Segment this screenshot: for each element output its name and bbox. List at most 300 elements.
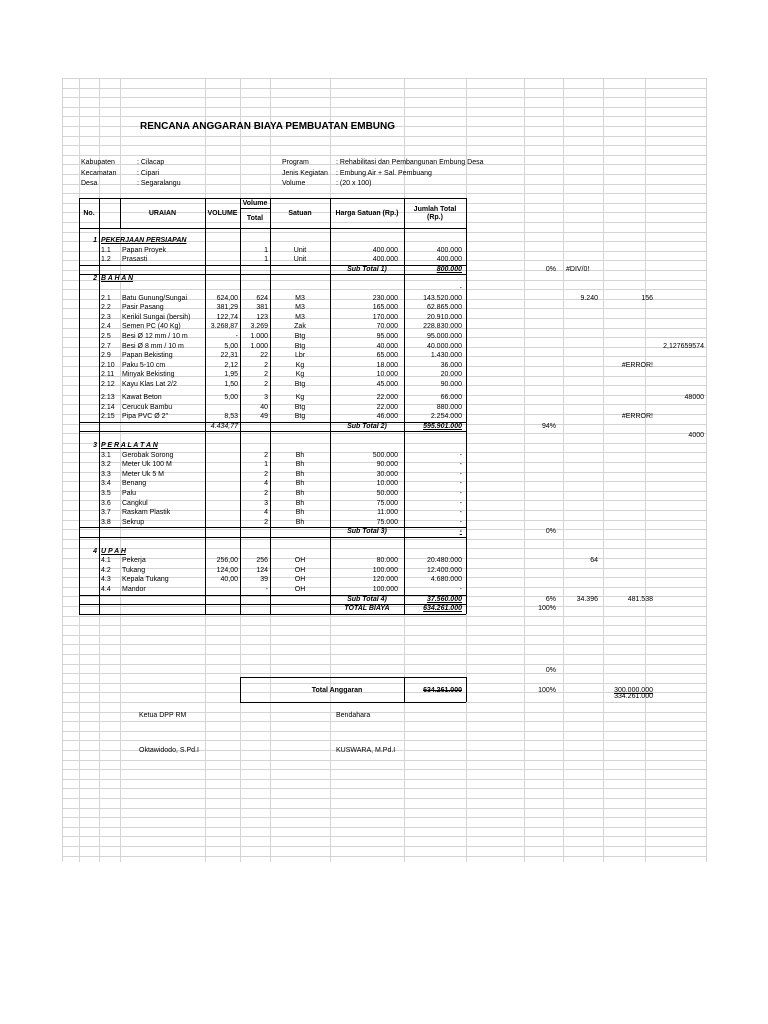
grid-row-line (62, 798, 706, 799)
table-column-border (205, 240, 206, 614)
header-jumlah-unit: (Rp.) (427, 214, 443, 221)
section-number: 2 (93, 275, 97, 282)
signature-left-name: Oktawidodo, S.Pd.I (139, 747, 199, 754)
grid-column-line (603, 78, 604, 862)
grid-row-line (62, 107, 706, 108)
table-column-border (79, 198, 80, 614)
side-percent: 100% (538, 605, 556, 612)
grid-row-line (62, 654, 706, 655)
header-volume: VOLUME (207, 210, 238, 217)
item-volume: 3.268,87 (210, 323, 238, 330)
item-number: 4.4 (101, 586, 111, 593)
item-total: 39 (260, 576, 268, 583)
item-jumlah: 20.480.000 (426, 557, 462, 564)
item-volume: 5,00 (224, 343, 238, 350)
volume-sum: 4.434,77 (210, 423, 238, 430)
grid-row-line (62, 846, 706, 847)
item-number: 3.1 (101, 452, 111, 459)
subtotal-label: Sub Total 3) (347, 528, 387, 535)
item-volume: 124,00 (216, 567, 238, 574)
item-satuan: OH (294, 576, 306, 583)
item-total: 381 (256, 304, 268, 311)
grid-row-line (62, 145, 706, 146)
item-jumlah: - (459, 519, 462, 526)
item-satuan: Lbr (294, 352, 306, 359)
item-number: 2.7 (101, 343, 111, 350)
item-name: Kayu Klas Lat 2/2 (122, 381, 177, 388)
item-name: Pipa PVC Ø 2" (122, 413, 169, 420)
signature-right-title: Bendahara (336, 712, 371, 719)
page-title: RENCANA ANGGARAN BIAYA PEMBUATAN EMBUNG (140, 121, 396, 132)
grid-row-line (62, 836, 706, 837)
grid-row-line (62, 740, 706, 741)
grid-row-line (62, 222, 706, 223)
section-number: 4 (93, 548, 97, 555)
item-name: Gerobak Sorong (122, 452, 174, 459)
table-column-border (466, 198, 467, 614)
item-name: Cerucuk Bambu (122, 404, 173, 411)
side-value: 48000 (684, 394, 704, 401)
item-total: 2 (264, 452, 268, 459)
subtotal-label: Sub Total 1) (347, 266, 387, 273)
subtotal-label: Sub Total 4) (347, 596, 387, 603)
info-label: Program (282, 159, 309, 166)
item-volume: 1,50 (224, 381, 238, 388)
item-name: Cangkul (122, 500, 148, 507)
item-jumlah: 12.400.000 (426, 567, 462, 574)
item-total: 3 (264, 500, 268, 507)
item-harga: 46.000 (376, 413, 398, 420)
item-number: 4.2 (101, 567, 111, 574)
table-column-border (404, 198, 405, 614)
grid-row-line (62, 769, 706, 770)
item-jumlah: 20.910.000 (426, 314, 462, 321)
item-number: 2.14 (101, 404, 115, 411)
item-name: Tukang (122, 567, 146, 574)
item-name: Meter Uk 100 M (122, 461, 172, 468)
section-title: P E R A L A T A N (101, 442, 158, 449)
grid-row-line (62, 88, 706, 89)
anggaran-box-top (240, 677, 466, 678)
grid-row-line (62, 664, 706, 665)
item-harga: 22.000 (376, 404, 398, 411)
grid-row-line (62, 788, 706, 789)
item-jumlah: - (459, 500, 462, 507)
item-number: 2.1 (101, 295, 111, 302)
grid-row-line (62, 721, 706, 722)
item-name: Benang (122, 480, 147, 487)
item-total: 4 (264, 480, 268, 487)
grid-row-line (62, 443, 706, 444)
item-total: 624 (256, 295, 268, 302)
header-top-border (79, 198, 466, 199)
side-percent: 6% (545, 596, 556, 603)
subtotal-bottom-border (79, 537, 466, 538)
item-total: 2 (264, 490, 268, 497)
item-satuan: Kg (295, 362, 305, 369)
item-number: 1.2 (101, 256, 111, 263)
item-total: 22 (260, 352, 268, 359)
grid-row-line (62, 856, 706, 857)
total-biaya-label: TOTAL BIAYA (344, 605, 390, 612)
item-harga: 400.000 (372, 256, 398, 263)
section-title: U P A H (101, 548, 126, 555)
item-number: 2.11 (101, 371, 115, 378)
item-volume: 40,00 (220, 576, 238, 583)
item-satuan: Btg (294, 343, 306, 350)
item-satuan: Kg (295, 371, 305, 378)
item-name: Sekrup (122, 519, 145, 526)
total-anggaran-percent: 100% (538, 687, 556, 694)
item-harga: 18.000 (376, 362, 398, 369)
item-total: 1 (264, 461, 268, 468)
item-satuan: Unit (293, 247, 307, 254)
item-harga: 120.000 (372, 576, 398, 583)
item-name: Kerikil Sungai (bersih) (122, 314, 191, 321)
item-satuan: Btg (294, 404, 306, 411)
grid-row-line (62, 817, 706, 818)
section-title: B A H A N (101, 275, 134, 282)
item-satuan: Btg (294, 333, 306, 340)
item-name: Prasasti (122, 256, 148, 263)
item-total: 256 (256, 557, 268, 564)
subtotal-value: 595.901.000 (423, 423, 462, 430)
item-harga: 80.000 (376, 557, 398, 564)
section-number: 3 (93, 442, 97, 449)
item-satuan: Bh (295, 500, 305, 507)
item-harga: 500.000 (372, 452, 398, 459)
item-harga: 45.000 (376, 381, 398, 388)
side-value: 9.240 (580, 295, 598, 302)
signature-right-name: KUSWARA, M.Pd.I (336, 747, 396, 754)
item-jumlah: 400.000 (436, 256, 462, 263)
item-total: 1.000 (250, 343, 268, 350)
item-total: 49 (260, 413, 268, 420)
item-name: Pekerja (122, 557, 146, 564)
item-harga: 165.000 (372, 304, 398, 311)
item-total: 2 (264, 371, 268, 378)
side-value: 64 (590, 557, 598, 564)
item-number: 3.3 (101, 471, 111, 478)
table-column-border (99, 198, 100, 614)
item-total: 2 (264, 519, 268, 526)
item-jumlah: 62.865.000 (426, 304, 462, 311)
item-name: Palu (122, 490, 137, 497)
item-number: 3.7 (101, 509, 111, 516)
info-label: Kecamatan (81, 169, 117, 177)
item-number: 4.1 (101, 557, 111, 564)
item-name: Batu Gunung/Sungai (122, 295, 187, 302)
item-jumlah: - (459, 461, 462, 468)
item-satuan: Bh (295, 519, 305, 526)
grid-row-line (62, 280, 706, 281)
item-jumlah: 2.254.000 (430, 413, 462, 420)
grid-row-line (62, 808, 706, 809)
signature-left-title: Ketua DPP RM (139, 712, 187, 719)
item-harga: 170.000 (372, 314, 398, 321)
subtotal-bottom-border (79, 614, 466, 615)
item-volume: 624,00 (216, 295, 238, 302)
item-total: 1 (264, 247, 268, 254)
item-jumlah: - (459, 509, 462, 516)
grid-row-line (62, 116, 706, 117)
item-satuan: Bh (295, 452, 305, 459)
item-satuan: OH (294, 557, 306, 564)
item-satuan: Btg (294, 413, 306, 420)
item-jumlah: - (459, 471, 462, 478)
info-value: : Rehabilitasi dan Pembangunan Embung Desa (336, 159, 484, 166)
item-volume: 2,12 (224, 362, 238, 369)
item-number: 3.8 (101, 519, 111, 526)
subtotal-value: - (459, 528, 462, 535)
item-harga: 100.000 (372, 586, 398, 593)
grid-row-line (62, 548, 706, 549)
item-name: Kepala Tukang (122, 576, 169, 583)
anggaran-box-right (466, 677, 467, 702)
item-jumlah: 4.680.000 (430, 576, 462, 583)
header-satuan: Satuan (288, 210, 312, 217)
info-value: : (20 x 100) (336, 180, 372, 187)
item-name: Minyak Bekisting (122, 371, 175, 378)
item-total: 123 (256, 314, 268, 321)
item-volume: 22,31 (220, 352, 238, 359)
grid-column-line (706, 78, 707, 862)
item-satuan: Bh (295, 471, 305, 478)
grid-row-line (62, 673, 706, 674)
header-column-border (120, 198, 121, 228)
item-number: 1.1 (101, 247, 111, 254)
item-number: 3.2 (101, 461, 111, 468)
item-jumlah: 20.000 (440, 371, 462, 378)
grid-row-line (62, 155, 706, 156)
item-satuan: Unit (293, 256, 307, 263)
item-jumlah: 95.000.000 (426, 333, 462, 340)
item-jumlah: - (459, 452, 462, 459)
item-jumlah: 880.000 (436, 404, 462, 411)
side-value: #DIV/0! (566, 266, 590, 273)
side-percent: 94% (541, 423, 556, 430)
item-name: Pasir Pasang (122, 304, 164, 311)
item-satuan: M3 (295, 304, 305, 311)
item-total: 3 (264, 394, 268, 401)
grid-row-line (62, 616, 706, 617)
item-total: 1 (264, 256, 268, 263)
grid-column-line (524, 78, 525, 862)
grid-column-line (645, 78, 646, 862)
grid-row-line (62, 78, 706, 79)
item-jumlah: 1.430.000 (430, 352, 462, 359)
grid-row-line (62, 136, 706, 137)
grid-row-line (62, 683, 706, 684)
item-harga: 100.000 (372, 567, 398, 574)
grid-row-line (62, 433, 706, 434)
grid-row-line (62, 232, 706, 233)
anggaran-part-1: 300.000.000 (614, 687, 653, 694)
item-jumlah: 36.000 (440, 362, 462, 369)
item-harga: 230.000 (372, 295, 398, 302)
side-percent: 0% (545, 528, 556, 535)
item-total: 1.000 (250, 333, 268, 340)
item-satuan: OH (294, 567, 306, 574)
side-value: 156 (641, 295, 653, 302)
side-value: #ERROR! (621, 362, 653, 369)
info-value: : Cilacap (137, 159, 165, 166)
item-harga: 70.000 (376, 323, 398, 330)
item-jumlah: 66.000 (440, 394, 462, 401)
item-total: 2 (264, 362, 268, 369)
total-biaya-value: 634.261.000 (423, 605, 462, 612)
item-number: 3.5 (101, 490, 111, 497)
grid-row-line (62, 644, 706, 645)
item-satuan: OH (294, 586, 306, 593)
item-number: 2.10 (101, 362, 115, 369)
grid-row-line (62, 827, 706, 828)
item-name: Papan Proyek (122, 247, 166, 254)
item-name: Semen PC (40 Kg) (122, 323, 181, 330)
subtotal-value: 800.000 (436, 266, 462, 273)
item-number: 4.3 (101, 576, 111, 583)
item-volume: 5,00 (224, 394, 238, 401)
anggaran-box-left (240, 677, 241, 702)
header-jumlah: Jumlah Total (413, 206, 457, 213)
item-total: 2 (264, 381, 268, 388)
section-title: PEKERJAAN PERSIAPAN (101, 237, 187, 244)
grid-row-line (62, 539, 706, 540)
item-name: Raskam Plastik (122, 509, 171, 516)
side-percent: 0% (545, 667, 556, 674)
subtotal-bottom-border (79, 431, 466, 432)
item-jumlah: - (459, 480, 462, 487)
grid-row-line (62, 625, 706, 626)
item-number: 2.12 (101, 381, 115, 388)
grid-row-line (62, 289, 706, 290)
header-bottom-border (79, 228, 466, 229)
side-value: 481.538 (627, 596, 653, 603)
section-number: 1 (93, 237, 97, 244)
item-name: Besi Ø 12 mm / 10 m (122, 333, 188, 340)
item-name: Meter Uk 5 M (122, 471, 165, 478)
item-name: Mandor (122, 586, 146, 593)
total-anggaran-value: 634.261.000 (423, 687, 462, 694)
item-number: 2.4 (101, 323, 111, 330)
grid-column-line (62, 78, 63, 862)
subtotal-bottom-border (79, 274, 466, 275)
item-jumlah: 143.520.000 (423, 295, 462, 302)
grid-row-line (62, 193, 706, 194)
item-total: 2 (264, 471, 268, 478)
grid-row-line (62, 97, 706, 98)
item-total: 4 (264, 509, 268, 516)
item-harga: 75.000 (376, 519, 398, 526)
item-volume: 8,53 (224, 413, 238, 420)
subtotal-label: Sub Total 2) (347, 423, 387, 430)
item-name: Papan Bekisting (122, 352, 173, 359)
item-jumlah: - (459, 285, 462, 292)
item-satuan: Bh (295, 509, 305, 516)
info-label: Volume (282, 180, 306, 187)
item-satuan: Bh (295, 461, 305, 468)
item-harga: 30.000 (376, 471, 398, 478)
side-value: 2,127659574 (663, 343, 704, 350)
item-volume: 381,29 (216, 304, 238, 311)
item-harga: 11.000 (377, 509, 398, 516)
item-number: 2.13 (101, 394, 115, 401)
item-satuan: Bh (295, 490, 305, 497)
item-name: Besi Ø 8 mm / 10 m (122, 343, 184, 350)
item-satuan: Bh (295, 480, 305, 487)
item-number: 2.3 (101, 314, 111, 321)
item-harga: 90.000 (376, 461, 398, 468)
item-number: 3.6 (101, 500, 111, 507)
info-label: Kabupaten (81, 159, 115, 166)
volume-group-divider (240, 208, 270, 209)
item-total: 124 (256, 567, 268, 574)
item-volume: 256,00 (216, 557, 238, 564)
item-jumlah: 40.000.000 (426, 343, 462, 350)
item-total: 3.269 (250, 323, 268, 330)
header-uraian: URAIAN (148, 210, 177, 217)
info-label: Desa (81, 180, 98, 187)
item-harga: 50.000 (376, 490, 398, 497)
item-number: 2.5 (101, 333, 111, 340)
grid-row-line (62, 731, 706, 732)
grid-row-line (62, 203, 706, 204)
item-total: - (265, 586, 268, 593)
side-percent: 0% (545, 266, 556, 273)
item-number: 2.2 (101, 304, 111, 311)
header-no: No. (83, 210, 95, 217)
side-value: 4000 (688, 432, 704, 439)
table-column-border (330, 198, 331, 614)
side-value: 34.396 (576, 596, 598, 603)
info-label: Jenis Kegiatan (282, 169, 328, 177)
item-number: 2.9 (101, 352, 111, 359)
item-satuan: Kg (295, 394, 305, 401)
item-harga: 10.000 (376, 371, 398, 378)
item-name: Paku 5-10 cm (122, 362, 166, 369)
grid-column-line (120, 78, 121, 862)
item-total: 40 (260, 404, 268, 411)
item-jumlah: - (459, 490, 462, 497)
item-name: Kawat Beton (122, 394, 162, 401)
table-column-border (240, 198, 241, 614)
item-harga: 65.000 (376, 352, 398, 359)
item-number: 3.4 (101, 480, 111, 487)
item-harga: 75.000 (376, 500, 398, 507)
subtotal-value: 37.560.000 (426, 596, 462, 603)
item-jumlah: 90.000 (440, 381, 462, 388)
anggaran-box-bottom (240, 702, 466, 703)
header-volume-group: Volume (242, 200, 268, 207)
item-harga: 22.000 (376, 394, 398, 401)
item-jumlah: 400.000 (436, 247, 462, 254)
item-harga: 40.000 (376, 343, 398, 350)
table-column-border (270, 198, 271, 614)
info-value: : Cipari (137, 169, 160, 177)
item-satuan: M3 (295, 314, 305, 321)
header-total: Total (246, 215, 264, 222)
total-anggaran-label: Total Anggaran (311, 687, 363, 694)
info-value: : Embung Air + Sal. Pembuang (336, 169, 432, 177)
grid-row-line (62, 760, 706, 761)
side-value: #ERROR! (621, 413, 653, 420)
grid-column-line (563, 78, 564, 862)
item-harga: 10.000 (376, 480, 398, 487)
item-jumlah: - (459, 586, 462, 593)
item-satuan: Zak (294, 323, 306, 330)
item-number: 2.15 (101, 413, 115, 420)
item-harga: 95.000 (376, 333, 398, 340)
